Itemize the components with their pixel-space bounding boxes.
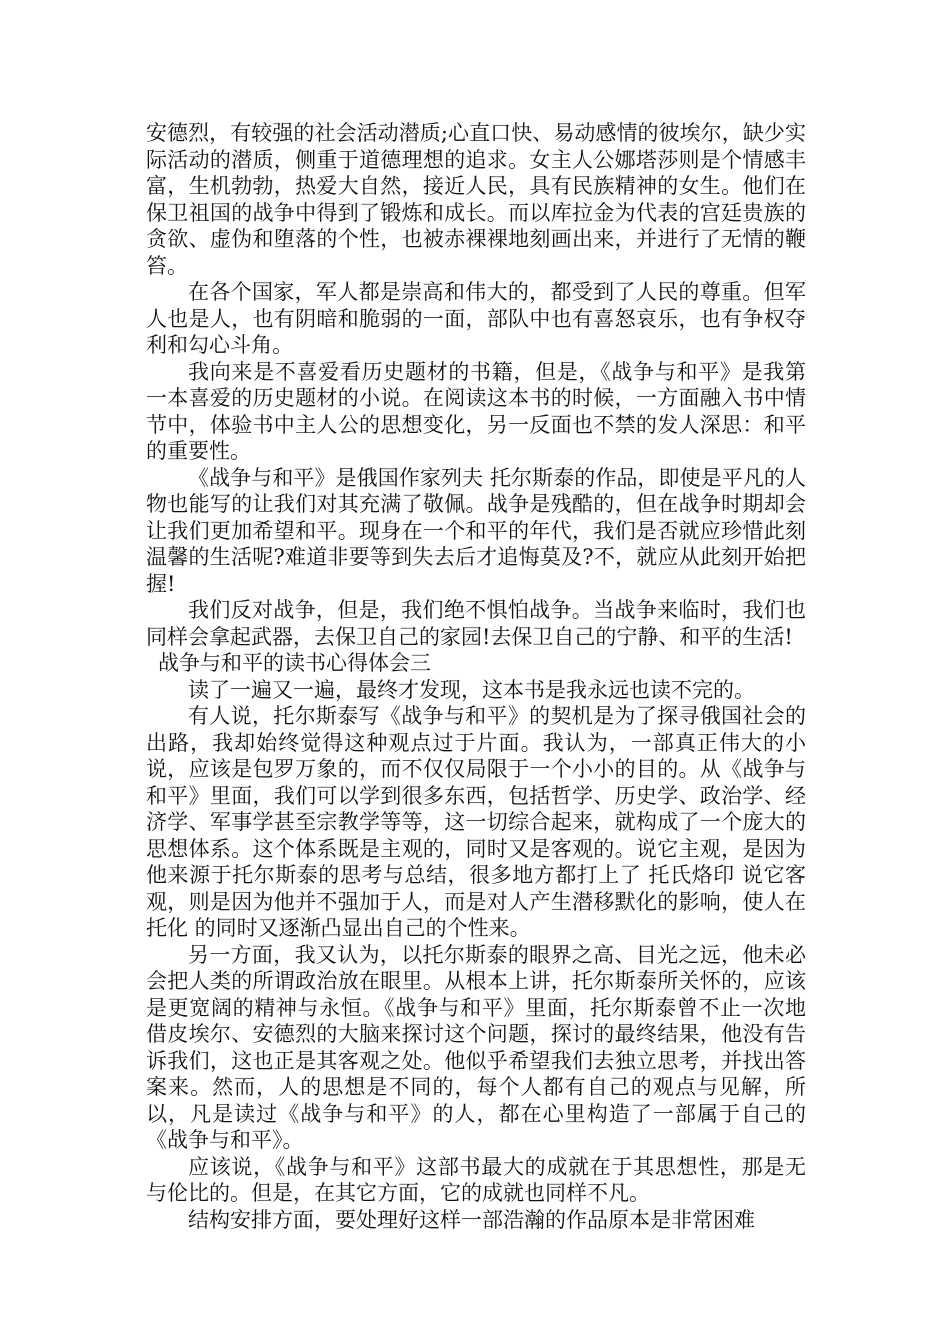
paragraph: 应该说，《战争与和平》这部书最大的成就在于其思想性，那是无与伦比的。但是，在其它方面，它的成就也同样不凡。 [146,1154,806,1205]
paragraph: 安德烈，有较强的社会活动潜质;心直口快、易动感情的彼埃尔，缺少实际活动的潜质，侧重于道德理想的追求。女主人公娜塔莎则是个情感丰富，生机勃勃，热爱大自然，接近人民，具有民族精神的女生。他们在保卫祖国的战争中得到了锻炼和成长。而以库拉金为代表的宫廷贵族的贪欲、虚伪和堕落的个性，也被赤裸裸地刻画出来，并进行了无情的鞭笞。 [146,121,806,278]
paragraph: 有人说，托尔斯泰写《战争与和平》的契机是为了探寻俄国社会的出路，我却始终觉得这种观点过于片面。我认为，一部真正伟大的小说，应该是包罗万象的，而不仅仅局限于一个小小的目的。从《战争与和平》里面，我们可以学到很多东西，包括哲学、历史学、政治学、经济学、军事学甚至宗教学等等，这一切综合起来，就构成了一个庞大的思想体系。这个体系既是主观的，同时又是客观的。说它主观，是因为他来源于托尔斯泰的思考与总结，很多地方都打上了 托氏烙印 说它客观，则是因为他并不强加于人，而是对人产生潜移默化的影响，使人在 托化 的同时又逐渐凸显出自己的个性来。 [146,704,806,940]
paragraph: 另一方面，我又认为，以托尔斯泰的眼界之高、目光之远，他未必会把人类的所谓政治放在眼里。从根本上讲，托尔斯泰所关怀的，应该是更宽阔的精神与永恒。《战争与和平》里面，托尔斯泰曾不止一次地借皮埃尔、安德烈的大脑来探讨这个问题，探讨的最终结果，他没有告诉我们，这也正是其客观之处。他似乎希望我们去独立思考，并找出答案来。然而，人的思想是不同的，每个人都有自己的观点与见解，所以，凡是读过《战争与和平》的人，都在心里构造了一部属于自己的《战争与和平》。 [146,942,806,1152]
document-page [146,120,806,1233]
paragraph: 我们反对战争，但是，我们绝不惧怕战争。当战争来临时，我们也同样会拿起武器，去保卫自己的家园!去保卫自己的宁静、和平的生活! [146,598,806,649]
paragraph: 我向来是不喜爱看历史题材的书籍，但是，《战争与和平》是我第一本喜爱的历史题材的小说。在阅读这本书的时候，一方面融入书中情节中，体验书中主人公的思想变化，另一反面也不禁的发人深思：和平的重要性。 [146,359,806,463]
paragraph: 读了一遍又一遍，最终才发现，这本书是我永远也读不完的。 [188,677,755,702]
section-title: 战争与和平的读书心得体会三 [158,651,431,675]
paragraph: 在各个国家，军人都是崇高和伟大的，都受到了人民的尊重。但军人也是人，也有阴暗和脆弱的一面，部队中也有喜怒哀乐，也有争权夺利和勾心斗角。 [146,280,806,357]
paragraph: 结构安排方面，要处理好这样一部浩瀚的作品原本是非常困难 [188,1207,755,1232]
paragraph: 《战争与和平》是俄国作家列夫 托尔斯泰的作品，即使是平凡的人物也能写的让我们对其充满了敬佩。战争是残酷的，但在战争时期却会让我们更加希望和平。现身在一个和平的年代，我们是否就应珍惜此刻温馨的生活呢?难道非要等到失去后才追悔莫及?不，就应从此刻开始把握! [146,465,806,596]
